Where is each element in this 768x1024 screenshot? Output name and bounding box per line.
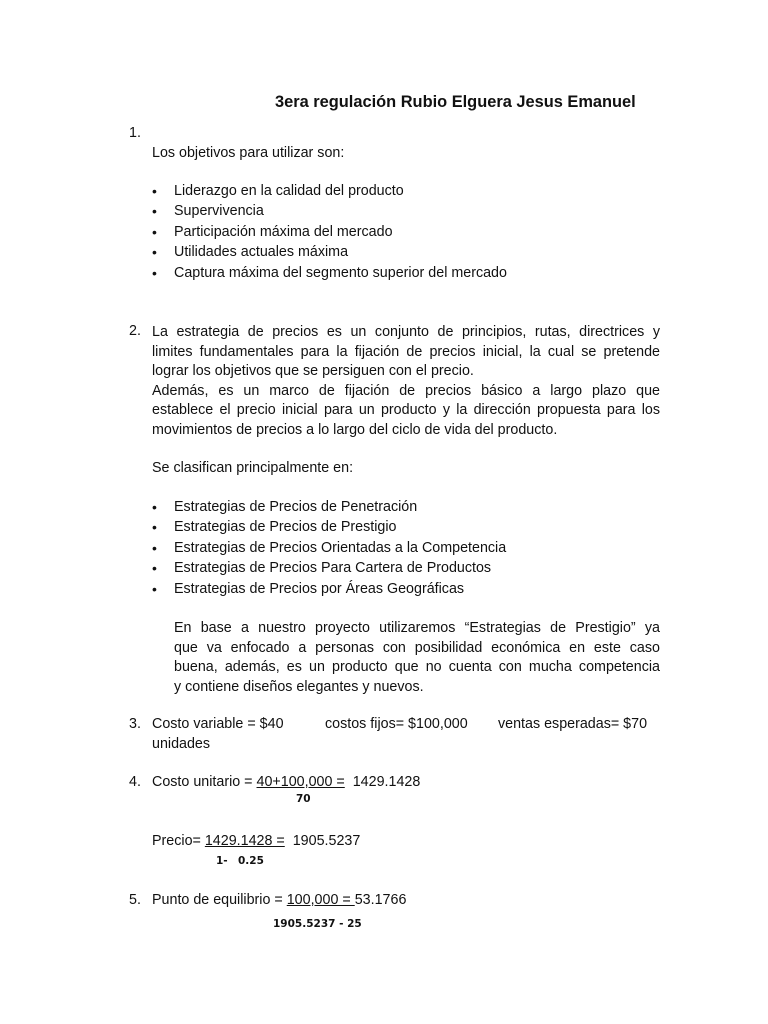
project-paragraph bbox=[174, 619, 660, 697]
list-item: • Supervivencia bbox=[152, 201, 507, 221]
price-result: 1905.5237 bbox=[292, 833, 361, 849]
break-even-result: 53.1766 bbox=[354, 892, 407, 908]
break-even-label: Punto de equilibrio = bbox=[152, 892, 287, 908]
paragraph-line: lograr los objetivos que se persiguen con el precio. bbox=[152, 363, 474, 380]
price-denominator-a: 1- bbox=[216, 855, 228, 867]
paragraph-line: limites fundamentales para la fijación de precios inicial, la cual se pretende bbox=[152, 343, 660, 360]
list-item: • Captura máxima del segmento superior del mercado bbox=[152, 263, 507, 283]
list-item: • Estrategias de Precios de Penetración bbox=[152, 497, 506, 517]
item-1-number: 1. bbox=[129, 125, 141, 141]
paragraph-line: Además, es un marco de fijación de precios básico a largo plazo que bbox=[152, 382, 660, 399]
item-5-number: 5. bbox=[129, 892, 141, 908]
price-denominator-b: 0.25 bbox=[238, 855, 264, 867]
list-item: • Utilidades actuales máxima bbox=[152, 242, 507, 262]
unit-cost-numerator: 40+100,000 = bbox=[256, 774, 345, 790]
price-formula bbox=[152, 833, 360, 849]
item-1-intro: Los objetivos para utilizar son: bbox=[152, 145, 345, 161]
break-even-formula bbox=[152, 892, 406, 908]
unit-cost-formula bbox=[152, 774, 420, 790]
objectives-list bbox=[152, 181, 507, 283]
list-item: • Estrategias de Precios por Áreas Geográficas bbox=[152, 579, 506, 599]
price-label: Precio= bbox=[152, 833, 205, 849]
document-title: 3era regulación Rubio Elguera Jesus Emanuel bbox=[275, 93, 636, 111]
paragraph-line: que va enfocado a personas con posibilidad económica en este caso bbox=[174, 639, 660, 656]
paragraph-line: La estrategia de precios es un conjunto de principios, rutas, directrices y bbox=[152, 324, 660, 340]
unit-cost-denominator: 70 bbox=[296, 793, 311, 805]
paragraph-line: buena, además, es un producto que no cuenta con mucha competencia bbox=[174, 659, 660, 676]
fixed-cost-text: costos fijos= $100,000 bbox=[325, 716, 468, 732]
expected-sales-text: ventas esperadas= $70 bbox=[498, 716, 648, 732]
classification-intro: Se clasifican principalmente en: bbox=[152, 460, 354, 476]
unit-cost-label: Costo unitario = bbox=[152, 774, 257, 790]
price-numerator: 1429.1428 = bbox=[204, 833, 285, 849]
unit-cost-result: 1429.1428 bbox=[352, 774, 421, 790]
list-item: • Liderazgo en la calidad del producto bbox=[152, 181, 507, 201]
list-item: • Estrategias de Precios Orientadas a la Competencia bbox=[152, 538, 506, 558]
list-item: • Estrategias de Precios de Prestigio bbox=[152, 517, 506, 537]
variable-cost-text: Costo variable = $40 bbox=[152, 716, 284, 732]
item-3-number: 3. bbox=[129, 716, 141, 732]
paragraph-line: movimientos de precios a lo largo del ciclo de vida del producto. bbox=[152, 421, 558, 438]
paragraph-line: establece el precio inicial para un producto y la dirección propuesta para los bbox=[152, 402, 660, 419]
paragraph-line: y contiene diseños elegantes y nuevos. bbox=[174, 678, 424, 695]
list-item: • Estrategias de Precios Para Cartera de Productos bbox=[152, 558, 506, 578]
list-item: • Participación máxima del mercado bbox=[152, 222, 507, 242]
break-even-denominator: 1905.5237 - 25 bbox=[273, 918, 362, 930]
strategies-list bbox=[152, 497, 506, 599]
units-text: unidades bbox=[152, 736, 211, 752]
pricing-strategy-paragraph bbox=[152, 323, 660, 441]
paragraph-line: En base a nuestro proyecto utilizaremos “Estrategias de Prestigio” ya bbox=[174, 620, 660, 636]
item-2-number: 2. bbox=[129, 323, 141, 339]
break-even-numerator: 100,000 = bbox=[286, 892, 355, 908]
item-4-number: 4. bbox=[129, 774, 141, 790]
